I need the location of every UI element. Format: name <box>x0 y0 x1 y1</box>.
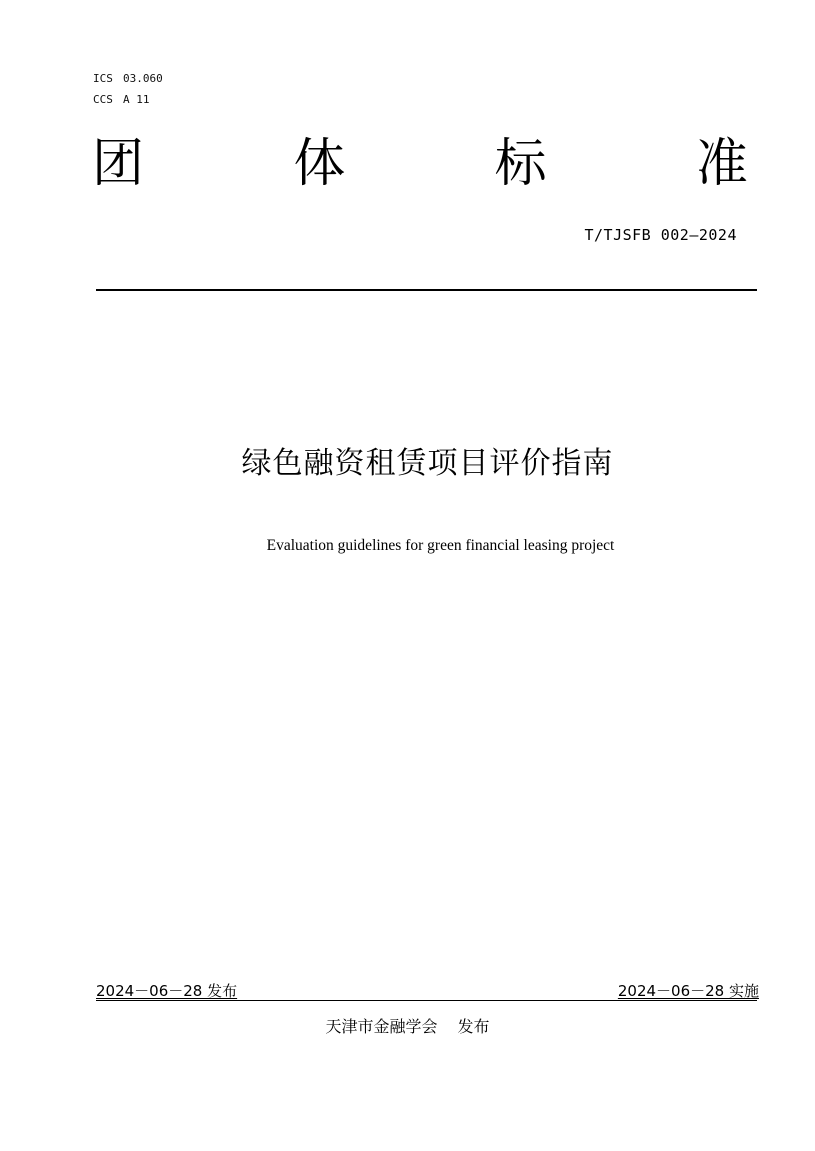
classification-codes <box>93 68 163 110</box>
ccs-label: CCS <box>93 93 113 106</box>
publisher-line <box>0 1016 815 1038</box>
document-type-heading <box>92 132 748 196</box>
ccs-value: A 11 <box>123 93 150 106</box>
title-english: Evaluation guidelines for green financial leasing project <box>266 537 615 554</box>
implementation-date: 2024－06－28 实施 <box>617 982 759 1000</box>
doc-type-char-1: 团 <box>92 134 145 194</box>
doc-type-char-3: 标 <box>494 134 547 194</box>
ics-code-row <box>93 68 163 89</box>
publisher-action: 发布 <box>457 1017 490 1036</box>
footer-divider <box>96 1000 757 1001</box>
doc-type-char-4: 准 <box>695 134 748 194</box>
ics-label: ICS <box>93 72 113 85</box>
title-chinese: 绿色融资租赁项目评价指南 <box>241 446 614 481</box>
publisher-name: 天津市金融学会 <box>325 1017 438 1036</box>
standard-number: T/TJSFB 002—2024 <box>584 226 737 244</box>
release-date: 2024－06－28 发布 <box>96 982 238 1000</box>
ccs-code-row <box>93 89 163 110</box>
ics-value: 03.060 <box>123 72 163 85</box>
doc-type-char-2: 体 <box>293 134 346 194</box>
header-divider <box>96 289 757 291</box>
